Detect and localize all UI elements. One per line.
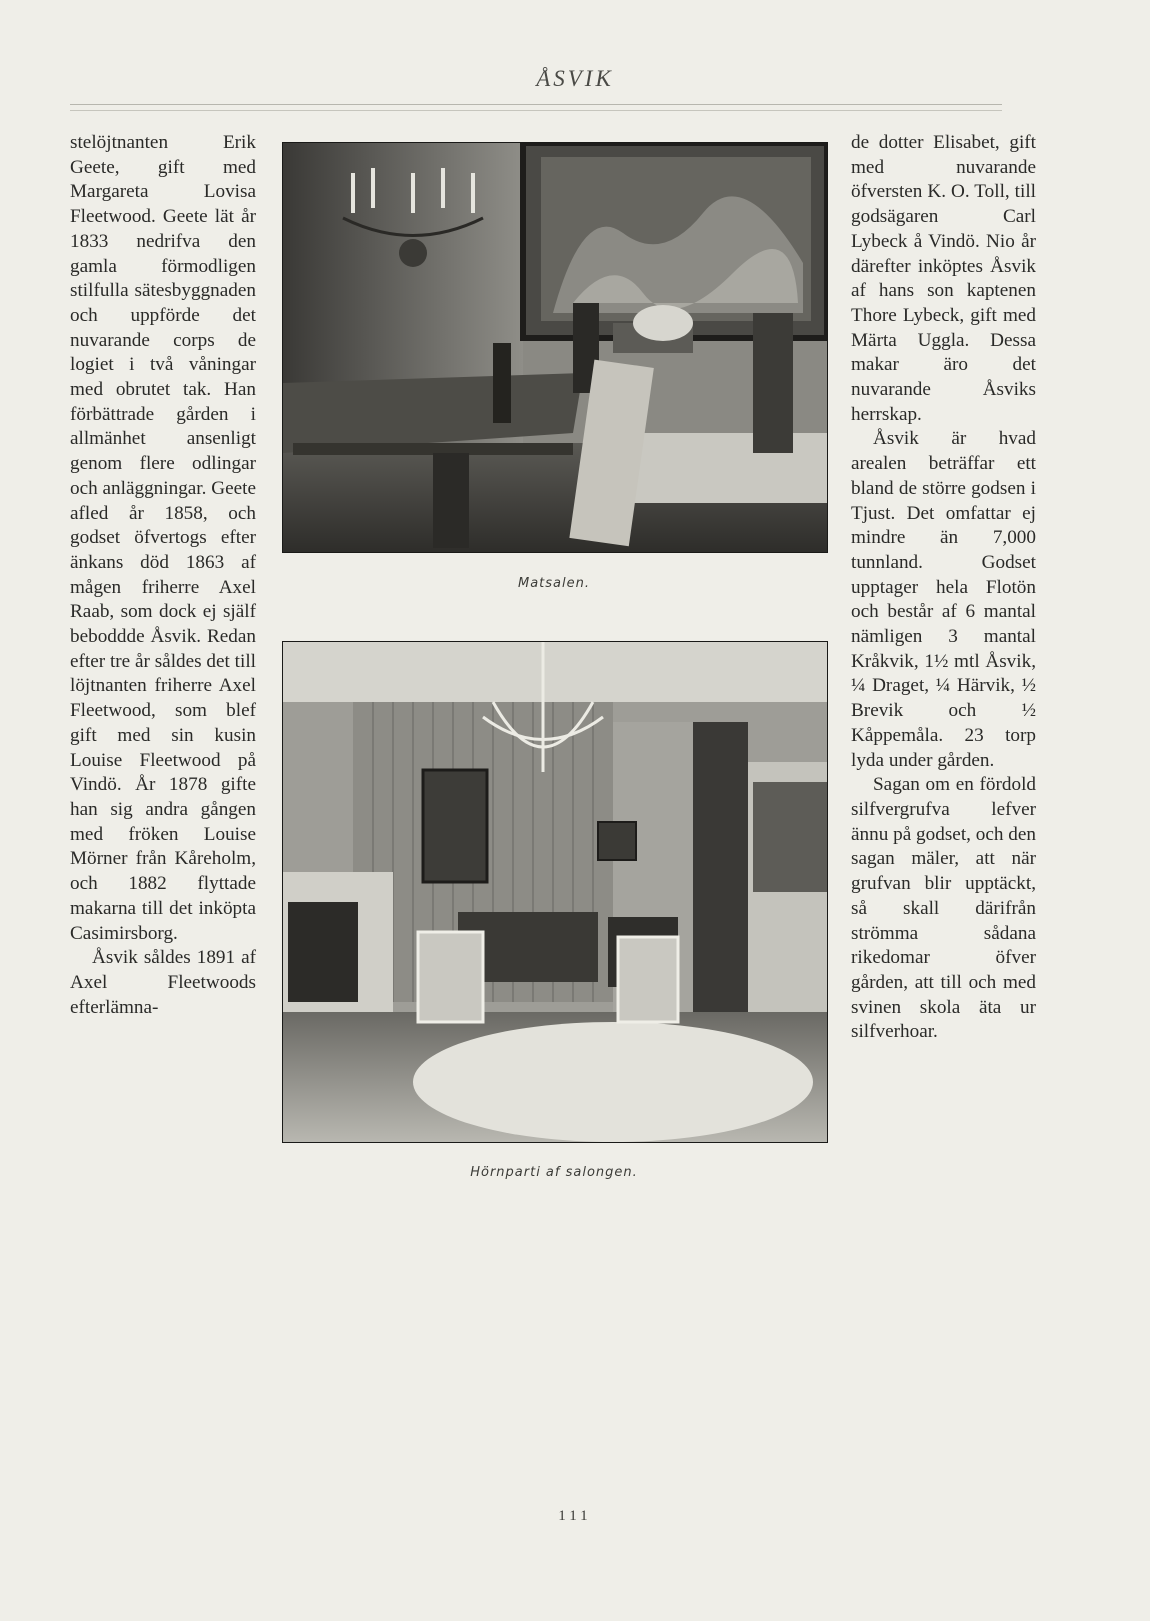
page-number: 111 (558, 1508, 592, 1524)
dining-room-caption: Matsalen. (517, 576, 590, 591)
header-rule (70, 104, 1002, 111)
right-paragraph-3: Sagan om en fördold silfvergrufva lefver ännu på godset, och den sagan mäler, att när grufvan blir upptäckt, så skall därifrån strömma sådana rikedomar öfver gården, att till och med svinen skola äta ur silfverhoar. (851, 774, 1036, 1043)
salon-caption: Hörnparti af salongen. (470, 1165, 638, 1180)
left-paragraph-2: Åsvik såldes 1891 af Axel Fleetwoods efterlämna- (70, 947, 256, 1018)
left-text-column (70, 131, 256, 1020)
left-paragraph-1: stelöjtnanten Erik Geete, gift med Margareta Lovisa Fleetwood. Geete lät år 1833 nedrifva den gamla förmodligen stilfulla sätesbyggnaden och uppförde det nuvarande corps de logiet i två våningar med obrutet tak. Han förbättrade gården i allmänhet ansenligt genom flere odlingar och anläggningar. Geete afled år 1858, och godset öfvertogs efter änkans död 1863 af mågen friherre Axel Raab, som dock ej själf beboddde Åsvik. Redan efter tre år såldes det till löjtnanten friherre Axel Fleetwood, som blef gift med sin kusin Louise Fleetwood på Vindö. År 1878 gifte han sig andra gången med fröken Louise Mörner från Kåreholm, och 1882 flyttade makarna till det inköpta Casimirsborg. (70, 132, 256, 944)
right-paragraph-2: Åsvik är hvad arealen beträffar ett bland de större godsen i Tjust. Det omfattar ej mindre än 7,000 tunnland. Godset upptager hela Flotön och består af 6 mantal nämligen 3 mantal Kråkvik, 1½ mtl Åsvik, ¼ Draget, ¼ Härvik, ½ Brevik och ½ Kåppemåla. 23 torp lyda under gården. (851, 428, 1036, 771)
right-text-column (851, 131, 1036, 1045)
right-paragraph-1: de dotter Elisabet, gift med nuvarande öfversten K. O. Toll, till godsägaren Carl Lybeck å Vindö. Nio år därefter inköptes Åsvik af hans son kaptenen Thore Lybeck, gift med Märta Uggla. Dessa makar äro det nuvarande Åsviks herrskap. (851, 132, 1036, 425)
dining-room-photo (282, 142, 828, 553)
running-header: ÅSVIK (536, 66, 614, 91)
salon-photo (282, 641, 828, 1143)
